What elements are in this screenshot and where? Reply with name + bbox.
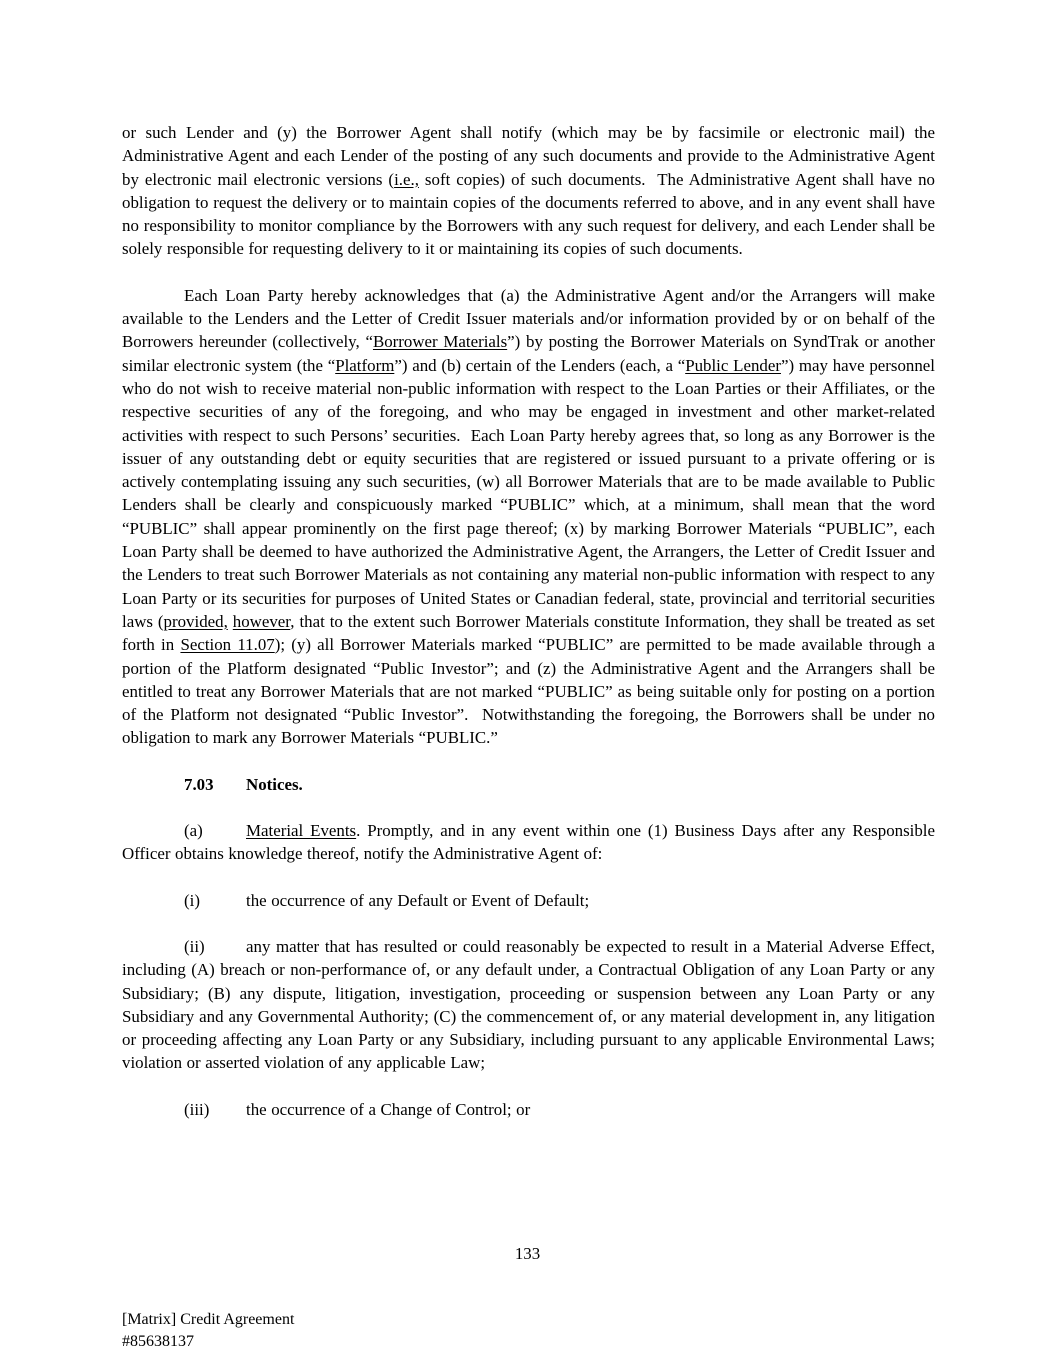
list-item-iii-change-of-control: (iii) the occurrence of a Change of Control; or: [184, 1099, 531, 1119]
list-item-i-default: (i) the occurrence of any Default or Event of Default;: [184, 890, 590, 910]
footer-doc-title: [Matrix] Credit Agreement: [122, 1311, 295, 1328]
footer-doc-number: #85638137: [122, 1333, 194, 1350]
list-item-ii-material-adverse-effect: (ii) any matter that has resulted or could reasonably be expected to result in a Material Adverse Effect, including (A) breach or non-performance of, or any default under, a Contractual Obligation of any Loan Party or any Subsidiary; (B) any dispute, litigation, investigation, proceeding or suspension between any Loan Party or any Subsidiary and any Governmental Authority; (C) the commencement of, or any material development in, any litigation or proceeding affecting any Loan Party or any Subsidiary, including pursuant to any applicable Environmental Laws; violation or asserted violation of any applicable Law;: [122, 936, 935, 1073]
section-heading-7-03-notices: 7.03 Notices.: [184, 774, 303, 794]
document-footer: [122, 1309, 294, 1353]
paragraph-borrower-materials: Each Loan Party hereby acknowledges that (a) the Administrative Agent and/or the Arrangers will make available to the Lenders and the Letter of Credit Issuer materials and/or information provided by or on behalf of the Borrowers hereunder (collectively, “Borrower Materials”) by posting the Borrower Materials on SyndTrak or another similar electronic system (the “Platform”) and (b) certain of the Lenders (each, a “Public Lender”) may have personnel who do not wish to receive material non-public information with respect to the Loan Parties or their Affiliates, or the respective securities of any of the foregoing, and who may be engaged in investment and other market-related activities with respect to such Persons’ securities. Each Loan Party hereby agrees that, so long as any Borrower is the issuer of any outstanding debt or equity securities that are registered or issued pursuant to a private offering or is actively contemplating issuing any such securities, (w) all Borrower Materials that are to be made available to Public Lenders shall be clearly and conspicuously marked “PUBLIC” which, at a minimum, shall mean that the word “PUBLIC” shall appear prominently on the first page thereof; (x) by marking Borrower Materials “PUBLIC”, each Loan Party shall be deemed to have authorized the Administrative Agent, the Arrangers, the Letter of Credit Issuer and the Lenders to treat such Borrower Materials as not containing any material non-public information with respect to any Loan Party or its securities for purposes of United States or Canadian federal, state, provincial and territorial securities laws (provided, however, that to the extent such Borrower Materials constitute Information, they shall be treated as set forth in Section 11.07); (y) all Borrower Materials marked “PUBLIC” are permitted to be made available through a portion of the Platform designated “Public Investor”; and (z) the Administrative Agent and the Arrangers shall be entitled to treat any Borrower Materials that are not marked “PUBLIC” as being suitable only for posting on a portion of the Platform not designated “Public Investor”. Notwithstanding the foregoing, the Borrowers shall be under no obligation to mark any Borrower Materials “PUBLIC.”: [122, 285, 936, 748]
paragraph-posting-notice: or such Lender and (y) the Borrower Agent shall notify (which may be by facsimile or electronic mail) the Administrative Agent and each Lender of the posting of any such documents and provide to the Administrative Agent by electronic mail electronic versions (i.e., soft copies) of such documents. The Administrative Agent shall have no obligation to request the delivery or to maintain copies of the documents referred to above, and in any event shall have no responsibility to monitor compliance by the Borrowers with any such request for delivery, and each Lender shall be solely responsible for requesting delivery to it or maintaining its copies of such documents.: [122, 123, 935, 259]
page-number: 133: [514, 1244, 541, 1263]
paragraph-a-material-events: (a) Material Events. Promptly, and in any event within one (1) Business Days after any Responsible Officer obtains knowledge thereof, notify the Administrative Agent of:: [122, 821, 935, 864]
